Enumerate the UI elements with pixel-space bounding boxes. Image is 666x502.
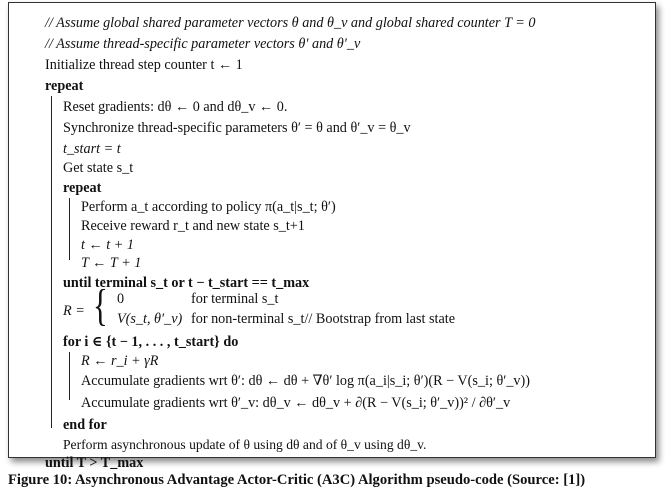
reset-gradients: Reset gradients: dθ ← 0 and dθ_v ← 0. [63, 99, 288, 115]
r-case-bootstrap-condition: for non-terminal s_t// Bootstrap from last state [191, 311, 455, 327]
until-terminal: until terminal s_t or t − t_start == t_max [63, 275, 310, 291]
receive-reward: Receive reward r_t and new state s_t+1 [81, 218, 305, 234]
for-loop-rule [69, 352, 70, 400]
accumulate-policy-gradients: Accumulate gradients wrt θ′: dθ ← dθ + ∇θ′ log π(a_i|s_i; θ′)(R − V(s_i; θ′_v)) [81, 373, 530, 389]
until-T-max: until T > T_max [45, 455, 144, 471]
outer-repeat-keyword: repeat [45, 78, 84, 94]
accumulate-value-gradients: Accumulate gradients wrt θ′_v: dθ_v ← dθ_v + ∂(R − V(s_i; θ′_v))² / ∂θ′_v [81, 395, 511, 411]
perform-action: Perform a_t according to policy π(a_t|s_t; θ′) [81, 199, 336, 215]
r-case-terminal-condition: for terminal s_t [191, 291, 279, 307]
r-case-terminal-value: 0 [117, 291, 125, 307]
comment-global-params: // Assume global shared parameter vectors θ and θ_v and global shared counter T = 0 [45, 15, 536, 31]
comment-thread-params: // Assume thread-specific parameter vectors θ′ and θ′_v [45, 36, 361, 52]
global-T-increment: T ← T + 1 [81, 255, 142, 271]
outer-loop-rule [51, 96, 52, 428]
async-update: Perform asynchronous update of θ using dθ and of θ_v using dθ_v. [63, 437, 427, 452]
algorithm-box [8, 2, 656, 471]
r-case-brace: { [93, 281, 108, 330]
t-increment: t ← t + 1 [81, 237, 134, 253]
figure-caption: Figure 10: Asynchronous Advantage Actor-Critic (A3C) Algorithm pseudo-code (Source: [1]) [8, 472, 586, 488]
r-case-bootstrap-value: V(s_t, θ′_v) [117, 311, 183, 327]
sync-params: Synchronize thread-specific parameters θ′ = θ and θ′_v = θ_v [63, 120, 411, 136]
inner-repeat-keyword: repeat [63, 180, 102, 196]
inner-loop-rule [69, 198, 70, 260]
init-step-counter: Initialize thread step counter t ← 1 [45, 57, 243, 73]
r-update: R ← r_i + γR [81, 353, 159, 369]
for-loop-header: for i ∈ {t − 1, . . . , t_start} do [63, 334, 239, 350]
t-start-assign: t_start = t [63, 141, 121, 157]
r-definition-lhs: R = [63, 303, 85, 319]
end-for: end for [63, 417, 107, 433]
get-state: Get state s_t [63, 160, 134, 176]
